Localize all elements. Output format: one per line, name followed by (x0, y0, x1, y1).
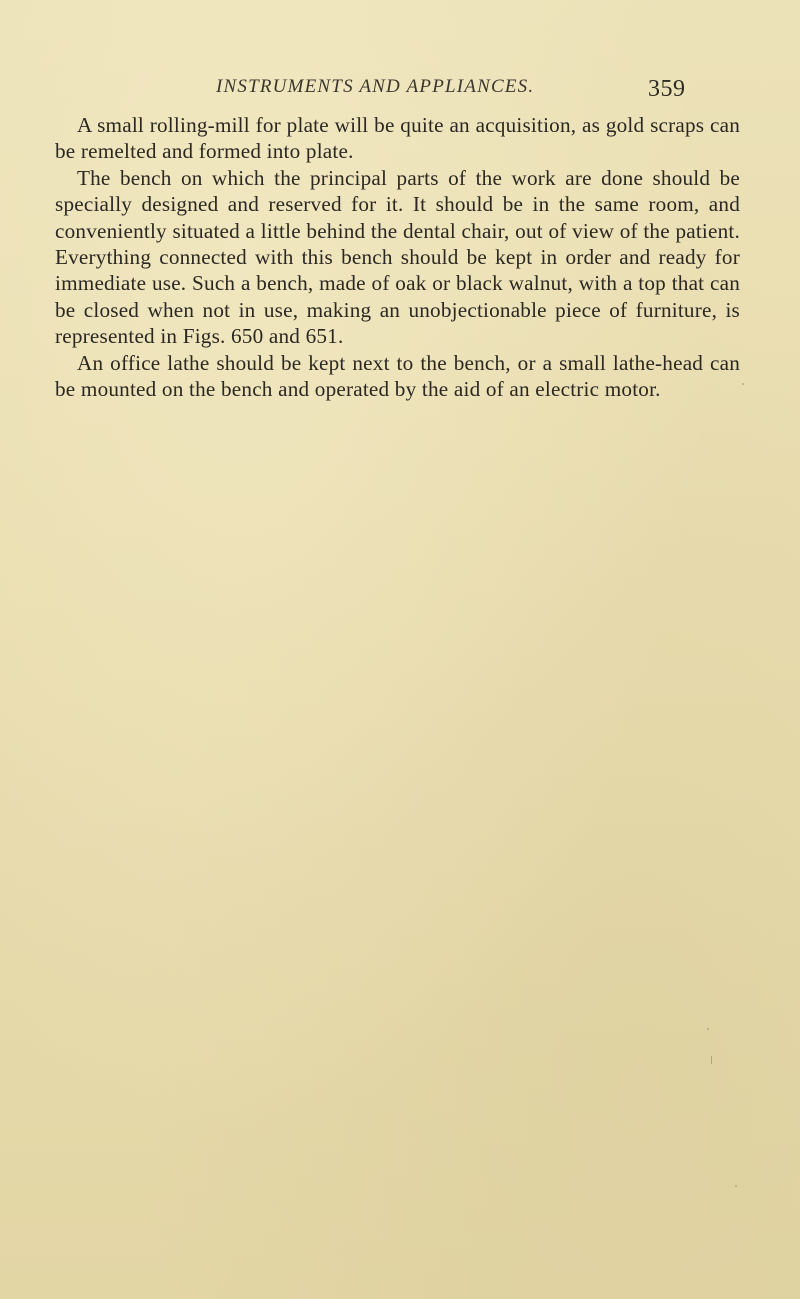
paper-speck (742, 383, 744, 385)
paragraph-bench: The bench on which the principal parts of the work are done should be specially designed and reserved for it. It should be in the same room, and conveniently situated a little behind the dental chair, out of view of the patient. Everything connected with this bench should be kept in order and ready for immediate use. Such a bench, made of oak or black walnut, with a top that can be closed when not in use, making an unobjectionable piece of furniture, is represented in Figs. 650 and 651. (55, 165, 740, 349)
paragraph-rolling-mill: A small rolling-mill for plate will be quite an acquisition, as gold scraps can be remelted and formed into plate. (55, 113, 740, 164)
running-head: INSTRUMENTS AND APPLIANCES. (216, 76, 535, 97)
paper-speck (735, 1185, 737, 1187)
page-number: 359 (648, 76, 686, 102)
paper-speck (711, 1056, 712, 1064)
paragraph-lathe: An office lathe should be kept next to the bench, or a small lathe-head can be mounted on the bench and operated by the aid of an electric motor. (55, 350, 740, 402)
body-text (55, 112, 740, 402)
paper-speck (707, 1028, 709, 1030)
